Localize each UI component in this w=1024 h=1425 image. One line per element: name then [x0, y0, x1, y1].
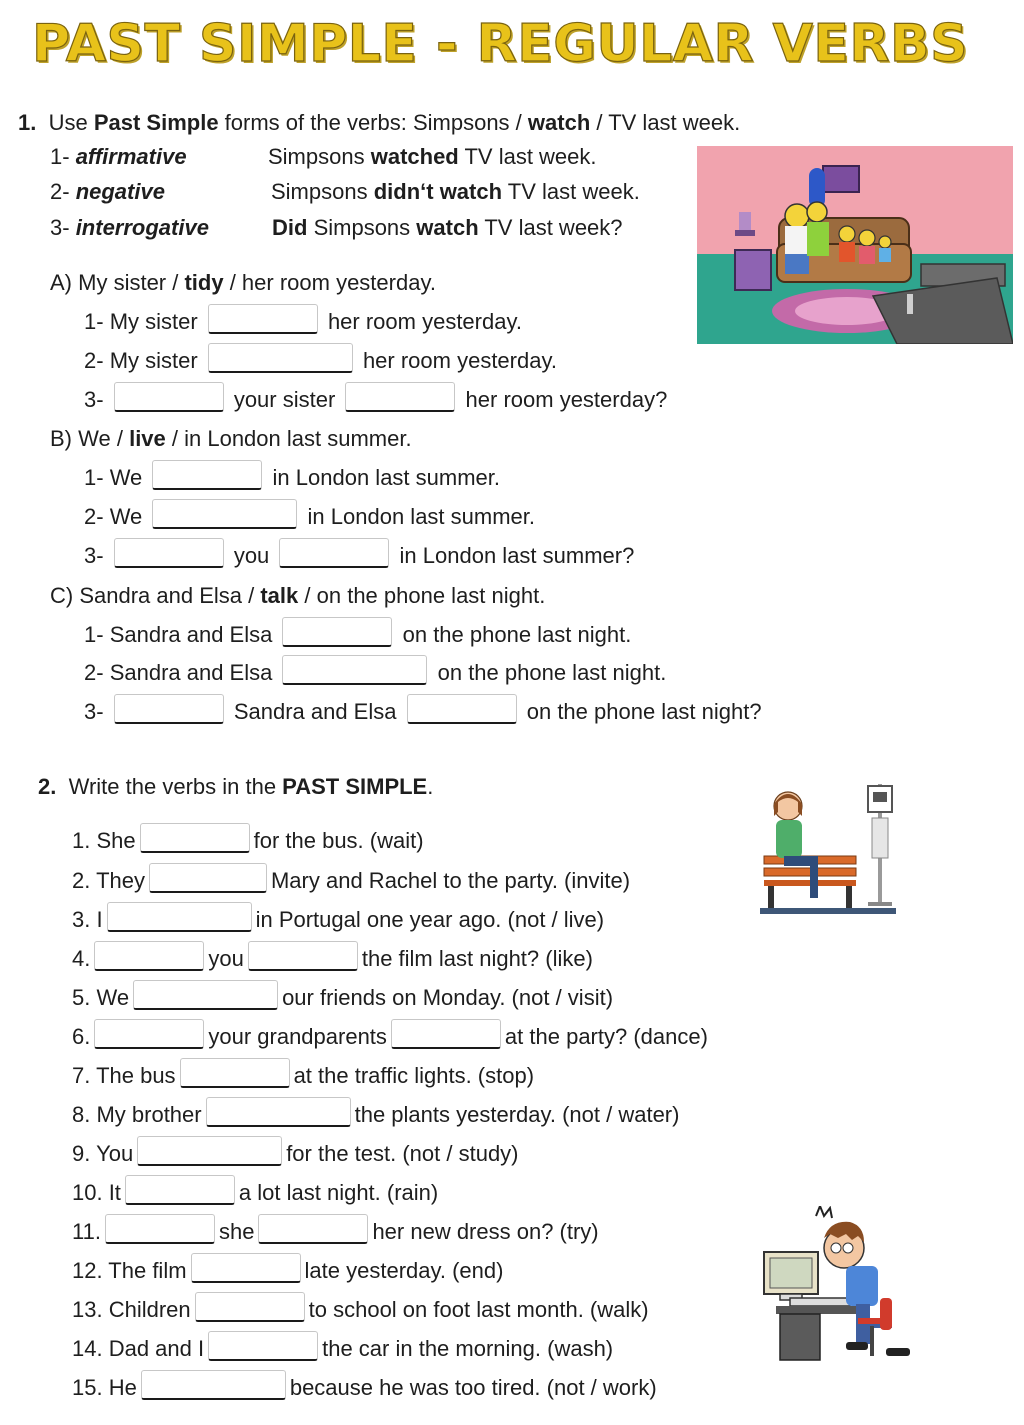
ex2-item-2: 2. They Mary and Rachel to the party. (invite) [72, 866, 630, 897]
section-c-item-2: 2- Sandra and Elsa on the phone last night. [84, 658, 666, 689]
ex2-item-8: 8. My brother the plants yesterday. (not / water) [72, 1100, 679, 1131]
answer-box[interactable] [180, 1058, 290, 1088]
ex2-item-9: 9. You for the test. (not / study) [72, 1139, 519, 1170]
ex2-item-5: 5. We our friends on Monday. (not / visit) [72, 983, 613, 1014]
answer-box[interactable] [141, 1370, 286, 1400]
answer-box[interactable] [206, 1097, 351, 1127]
section-a-item-3: 3- your sister her room yesterday? [84, 385, 667, 416]
answer-box[interactable] [258, 1214, 368, 1244]
answer-box[interactable] [107, 902, 252, 932]
answer-box[interactable] [152, 460, 262, 490]
section-a-item-1: 1- My sister her room yesterday. [84, 307, 522, 338]
exercise-2-intro: 2. Write the verbs in the PAST SIMPLE. [38, 774, 434, 799]
bus-stop-illustration [760, 782, 896, 918]
answer-box[interactable] [391, 1019, 501, 1049]
answer-box[interactable] [105, 1214, 215, 1244]
answer-box[interactable] [94, 1019, 204, 1049]
answer-box[interactable] [133, 980, 278, 1010]
answer-box[interactable] [152, 499, 297, 529]
ex2-item-14: 14. Dad and I the car in the morning. (wash) [72, 1334, 613, 1365]
ex2-item-6: 6. your grandparents at the party? (dance) [72, 1022, 708, 1053]
page-title: PAST SIMPLE - REGULAR VERBS [31, 14, 969, 74]
example-affirmative: 1- affirmative [50, 144, 187, 169]
example-interrogative-sentence: Did Simpsons watch TV last week? [272, 215, 623, 240]
exercise-1-intro: 1. Use Past Simple forms of the verbs: Simpsons / watch / TV last week. [18, 110, 741, 135]
ex2-item-7: 7. The bus at the traffic lights. (stop) [72, 1061, 534, 1092]
answer-box[interactable] [208, 343, 353, 373]
section-b-item-1: 1- We in London last summer. [84, 463, 500, 494]
section-b-heading: B) We / live / in London last summer. [50, 426, 412, 451]
answer-box[interactable] [94, 941, 204, 971]
example-negative-sentence: Simpsons didn‘t watch TV last week. [271, 179, 640, 204]
answer-box[interactable] [282, 655, 427, 685]
answer-box[interactable] [282, 617, 392, 647]
ex2-item-15: 15. He because he was too tired. (not / work) [72, 1373, 657, 1404]
ex2-item-13: 13. Children to school on foot last month. (walk) [72, 1295, 649, 1326]
section-c-item-3: 3- Sandra and Elsa on the phone last night? [84, 697, 762, 728]
answer-box[interactable] [114, 538, 224, 568]
section-c-heading: C) Sandra and Elsa / talk / on the phone last night. [50, 583, 546, 608]
answer-box[interactable] [125, 1175, 235, 1205]
answer-box[interactable] [208, 304, 318, 334]
ex2-item-11: 11. she her new dress on? (try) [72, 1217, 599, 1248]
example-negative: 2- negative [50, 179, 165, 204]
answer-box[interactable] [140, 823, 250, 853]
ex2-item-4: 4. you the film last night? (like) [72, 944, 593, 975]
answer-box[interactable] [279, 538, 389, 568]
example-affirmative-sentence: Simpsons watched TV last week. [268, 144, 597, 169]
section-b-item-3: 3- you in London last summer? [84, 541, 634, 572]
section-a-heading: A) My sister / tidy / her room yesterday. [50, 270, 436, 295]
simpsons-tv-illustration [697, 146, 1013, 344]
ex2-item-10: 10. It a lot last night. (rain) [72, 1178, 438, 1209]
section-c-item-1: 1- Sandra and Elsa on the phone last night. [84, 620, 631, 651]
answer-box[interactable] [149, 863, 267, 893]
answer-box[interactable] [195, 1292, 305, 1322]
ex2-item-3: 3. I in Portugal one year ago. (not / live) [72, 905, 604, 936]
section-a-item-2: 2- My sister her room yesterday. [84, 346, 557, 377]
example-interrogative: 3- interrogative [50, 215, 209, 240]
answer-box[interactable] [114, 382, 224, 412]
section-b-item-2: 2- We in London last summer. [84, 502, 535, 533]
answer-box[interactable] [345, 382, 455, 412]
ex2-item-12: 12. The film late yesterday. (end) [72, 1256, 503, 1287]
answer-box[interactable] [248, 941, 358, 971]
answer-box[interactable] [137, 1136, 282, 1166]
answer-box[interactable] [191, 1253, 301, 1283]
answer-box[interactable] [208, 1331, 318, 1361]
ex2-item-1: 1. She for the bus. (wait) [72, 826, 424, 857]
computer-man-illustration [760, 1206, 920, 1364]
answer-box[interactable] [407, 694, 517, 724]
answer-box[interactable] [114, 694, 224, 724]
